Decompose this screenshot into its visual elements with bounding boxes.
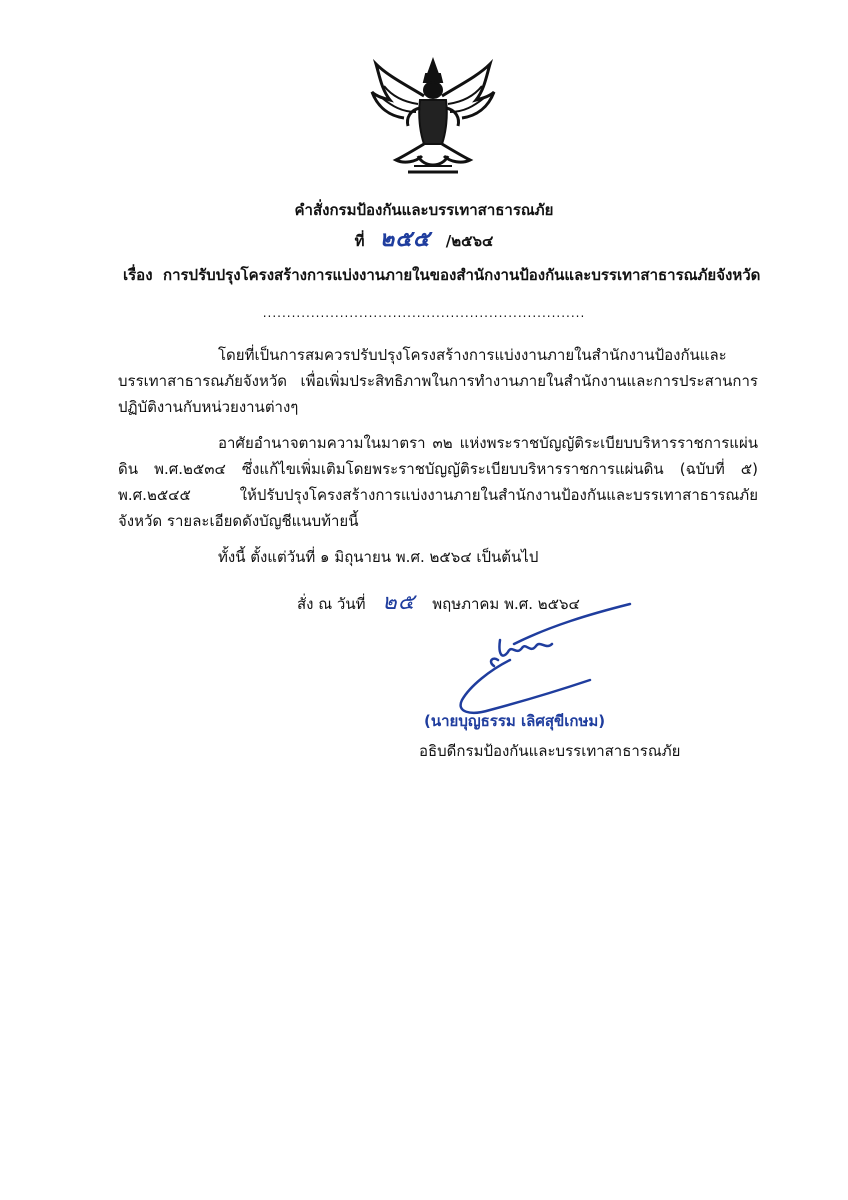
signatory-position: อธิบดีกรมป้องกันและบรรเทาสาธารณภัย bbox=[419, 742, 681, 760]
order-date-prefix: สั่ง ณ วันที่ bbox=[297, 595, 366, 613]
order-number-suffix: /๒๕๖๔ bbox=[445, 232, 494, 250]
divider-dots: ................................................................... bbox=[262, 306, 586, 320]
order-date-month-year: พฤษภาคม พ.ศ. ๒๕๖๔ bbox=[432, 595, 580, 613]
paragraph-effective: ทั้งนี้ ตั้งแต่วันที่ ๑ มิถุนายน พ.ศ. ๒๕๖๔ เป็นต้นไป bbox=[218, 548, 539, 566]
body-text bbox=[118, 342, 758, 570]
subject-text: การปรับปรุงโครงสร้างการแบ่งงานภายในของสำนักงานป้องกันและบรรเทาสาธารณภัยจังหวัด bbox=[162, 266, 761, 284]
order-number-handwritten: ๒๕๕ bbox=[379, 226, 431, 252]
order-number-prefix: ที่ bbox=[354, 232, 365, 250]
subject-label: เรื่อง bbox=[123, 266, 153, 284]
order-title: คำสั่งกรมป้องกันและบรรเทาสาธารณภัย bbox=[294, 201, 554, 219]
signatory-name: (นายบุญธรรม เลิศสุขีเกษม) bbox=[424, 712, 606, 730]
paragraph-1: โดยที่เป็นการสมควรปรับปรุงโครงสร้างการแบ่งงานภายในสำนักงานป้องกันและบรรเทาสาธารณภัยจังหวัด เพื่อเพิ่มประสิทธิภาพในการทำงานภายในสำนักงานและการประสานการปฏิบัติงานกับหน่วยงานต่างๆ bbox=[118, 346, 758, 416]
paragraph-2: อาศัยอำนาจตามความในมาตรา ๓๒ แห่งพระราชบัญญัติระเบียบบริหารราชการแผ่นดิน พ.ศ.๒๕๓๔ ซึ่งแก้ไขเพิ่มเติมโดยพระราชบัญญัติระเบียบบริหารราชการแผ่นดิน (ฉบับที่ ๕) พ.ศ.๒๕๔๕ ให้ปรับปรุงโครงสร้างการแบ่งงานภายในสำนักงานป้องกันและบรรเทาสาธารณภัยจังหวัด รายละเอียดดังบัญชีแนบท้ายนี้ bbox=[118, 434, 758, 530]
order-date-day-handwritten: ๒๕ bbox=[382, 590, 416, 615]
order-number bbox=[0, 226, 848, 252]
subject-line bbox=[123, 265, 760, 285]
garuda-emblem-icon bbox=[368, 56, 498, 180]
